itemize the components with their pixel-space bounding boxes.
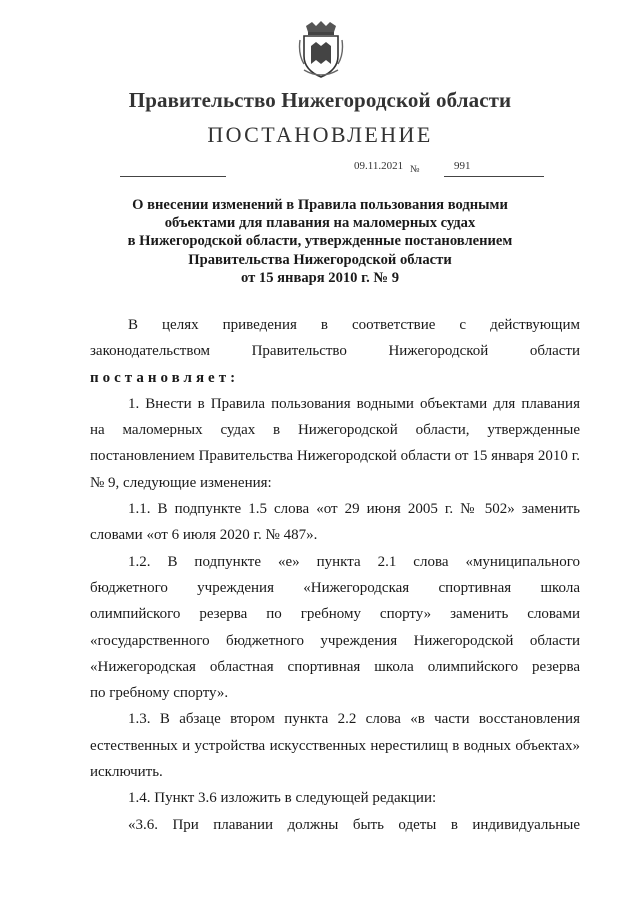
body-line: 1. Внести в Правила пользования водными объектами для плавания [128,395,580,412]
government-title: Правительство Нижегородской области [128,88,512,112]
body-line: «государственного бюджетного учреждения Нижегородской области [90,632,580,649]
body-line: по гребному спорту». [90,685,229,702]
coat-of-arms-icon [298,20,344,80]
body-line: «3.6. При плавании должны быть одеты в индивидуальные [128,816,580,833]
body-line: словами «от 6 июля 2020 г. № 487». [90,527,318,544]
document-body [90,312,580,838]
document-date: 09.11.2021 [354,160,404,172]
number-underline [444,176,544,177]
document-number: 991 [454,160,471,172]
document-subject [110,196,530,287]
body-line: 1.1. В подпункте 1.5 слова «от 29 июня 2005 г. № 502» заменить [128,501,580,518]
body-line: законодательством Правительство Нижегородской области [90,343,580,360]
blank-line [120,176,226,177]
resolution-word: постановляет: [90,369,240,386]
subject-line: от 15 января 2010 г. № 9 [240,269,400,286]
body-line: на маломерных судах в Нижегородской области, утвержденные [90,422,580,439]
body-line: исключить. [90,764,163,781]
body-line: олимпийского резерва по гребному спорту» заменить словами [90,606,580,623]
subject-line: Правительства Нижегородской области [188,251,452,268]
document-type: ПОСТАНОВЛЕНИЕ [207,122,433,147]
subject-line: в Нижегородской области, утвержденные постановлением [127,233,513,250]
body-line: 1.3. В абзаце втором пункта 2.2 слова «в части восстановления [128,711,580,728]
body-line: «Нижегородская областная спортивная школа олимпийского резерва [90,658,580,675]
body-line: 1.2. В подпункте «е» пункта 2.1 слова «муниципального [128,553,580,570]
body-line: 1.4. Пункт 3.6 изложить в следующей редакции: [128,790,437,807]
body-line: В целях приведения в соответствие с действующим [128,317,580,333]
body-line: № 9, следующие изменения: [90,474,272,491]
number-label: № [410,164,420,175]
subject-line: объектами для плавания на маломерных судах [164,215,476,232]
body-line: постановлением Правительства Нижегородской области от 15 января 2010 г. [90,448,580,465]
body-line: естественных и устройства искусственных нерестилищ в водных объектах» [90,737,580,754]
body-line: бюджетного учреждения «Нижегородская спортивная школа [90,579,580,596]
subject-line: О внесении изменений в Правила пользования водными [132,197,508,213]
